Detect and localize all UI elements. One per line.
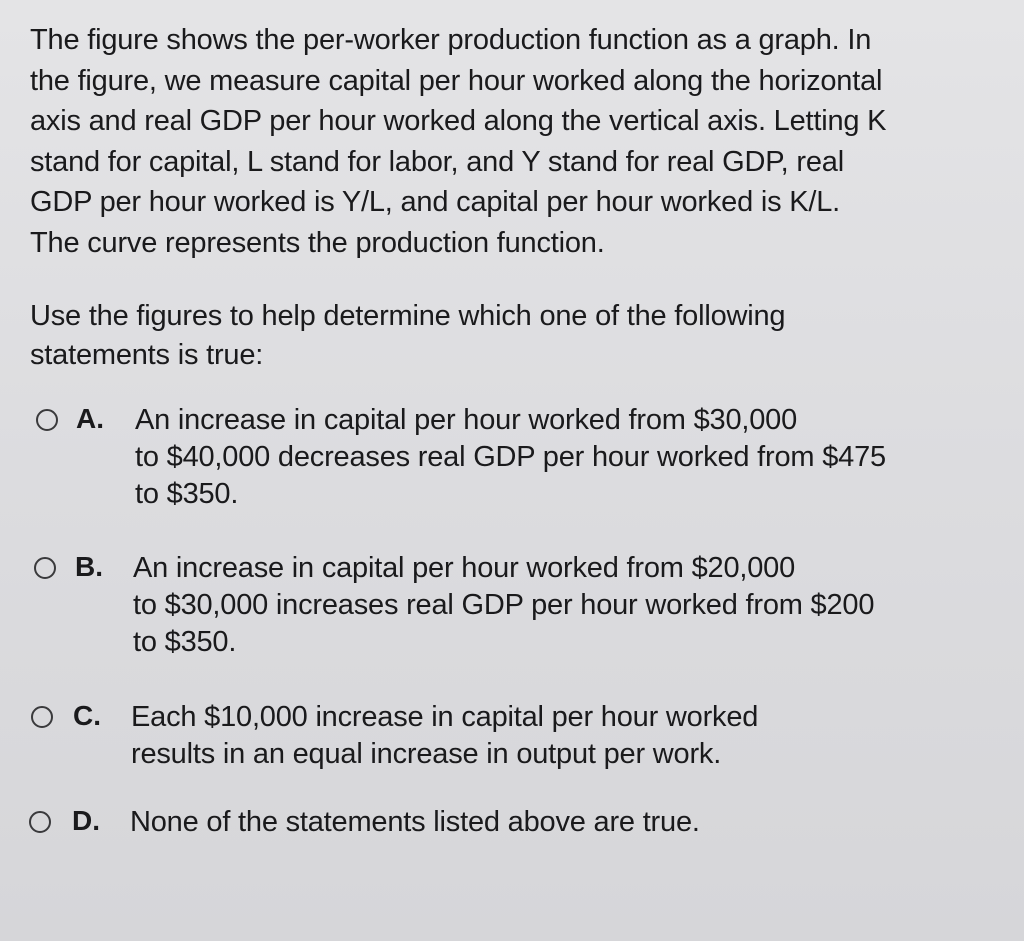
intro-line: axis and real GDP per hour worked along the vertical axis. Letting K bbox=[30, 105, 887, 137]
option-text bbox=[133, 550, 1003, 661]
intro-line: The curve represents the production function. bbox=[30, 226, 605, 259]
radio-button-b[interactable] bbox=[34, 557, 56, 579]
radio-button-d[interactable] bbox=[29, 811, 51, 833]
radio-button-c[interactable] bbox=[31, 706, 53, 728]
intro-line: The figure shows the per-worker production function as a graph. In bbox=[30, 24, 872, 56]
intro-line: GDP per hour worked is Y/L, and capital per hour worked is K/L. bbox=[30, 186, 841, 218]
option-line: An increase in capital per hour worked from $30,000 bbox=[135, 404, 798, 436]
prompt-line: statements is true: bbox=[30, 339, 264, 371]
option-letter: D. bbox=[72, 805, 100, 836]
question-intro bbox=[30, 20, 1005, 263]
question-prompt bbox=[30, 297, 950, 375]
option-letter: B. bbox=[75, 551, 103, 582]
option-line: to $350. bbox=[135, 478, 239, 510]
option-line: An increase in capital per hour worked from $20,000 bbox=[133, 552, 796, 584]
option-line: None of the statements listed above are true. bbox=[130, 806, 700, 838]
option-line: to $350. bbox=[133, 626, 237, 658]
option-line: to $40,000 decreases real GDP per hour worked from $475 bbox=[135, 441, 886, 473]
intro-line: stand for capital, L stand for labor, and Y stand for real GDP, real bbox=[30, 145, 844, 178]
option-text bbox=[135, 402, 1005, 513]
radio-button-a[interactable] bbox=[36, 409, 58, 431]
option-b[interactable] bbox=[0, 548, 1024, 673]
prompt-line: Use the figures to help determine which one of the following bbox=[30, 300, 786, 332]
option-line: results in an equal increase in output per work. bbox=[131, 738, 722, 770]
intro-line: the figure, we measure capital per hour worked along the horizontal bbox=[30, 64, 883, 97]
option-d[interactable] bbox=[0, 802, 1024, 852]
option-c[interactable] bbox=[0, 697, 1024, 787]
option-text bbox=[130, 804, 1000, 841]
option-line: Each $10,000 increase in capital per hour worked bbox=[131, 701, 759, 733]
option-letter: A. bbox=[76, 403, 104, 434]
option-text bbox=[131, 699, 1001, 773]
option-a[interactable] bbox=[0, 400, 1024, 525]
option-line: to $30,000 increases real GDP per hour worked from $200 bbox=[133, 589, 875, 621]
option-letter: C. bbox=[73, 700, 101, 731]
